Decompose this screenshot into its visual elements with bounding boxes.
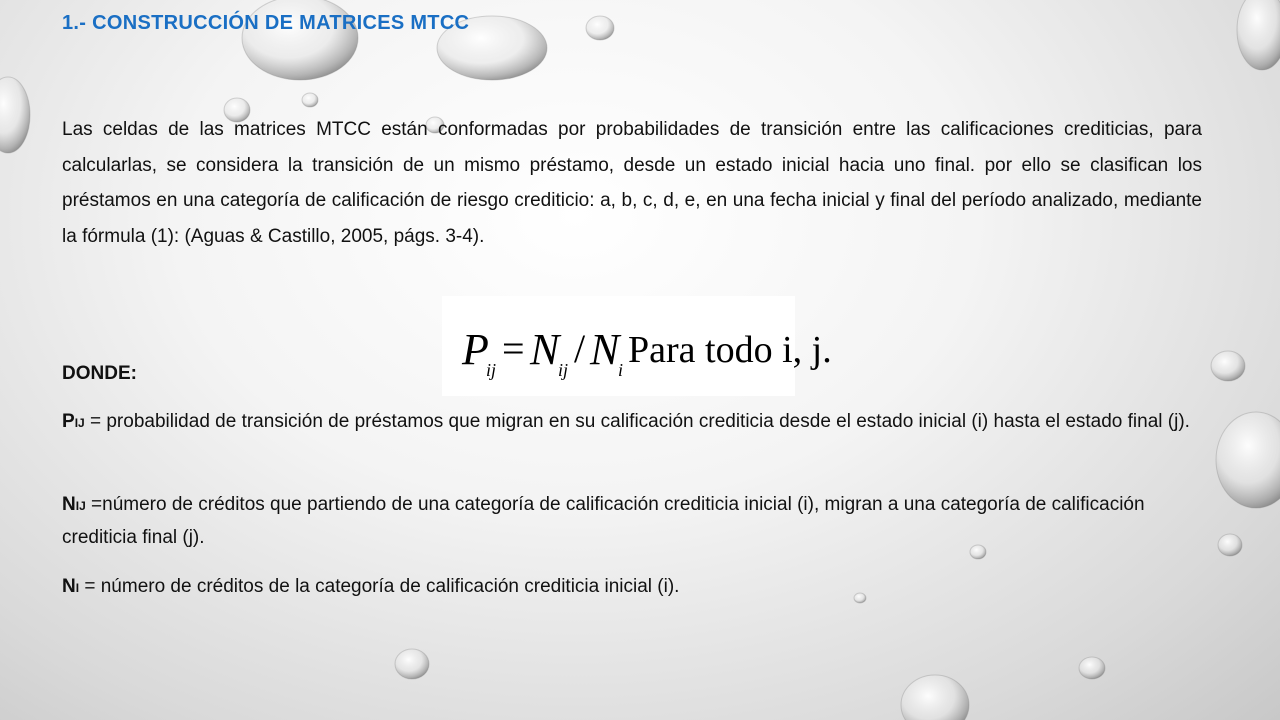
formula-n-num: N (530, 325, 560, 374)
donde-label: DONDE: (62, 363, 137, 384)
formula-p: P (462, 325, 489, 374)
definition-subscript: IJ (74, 416, 85, 430)
definition-symbol: N (62, 494, 76, 515)
definition-subscript: I (75, 581, 80, 595)
definition-pij (62, 406, 1202, 439)
formula-n-num-sub: ij (558, 360, 569, 380)
intro-paragraph: Las celdas de las matrices MTCC están conformadas por probabilidades de transición entre las calificaciones crediticias, para calcularlas, se considera la transición de un mismo préstamo, desde un estado inicial hacia uno final. por ello se clasifican los préstamos en una categoría de calificación de riesgo crediticio: a, b, c, d, e, en una fecha inicial y final del período analizado, mediante la fórmula (1): (Aguas & Castillo, 2005, págs. 3-4). (62, 119, 1202, 247)
definition-symbol: P (62, 411, 75, 432)
slide-title: 1.- CONSTRUCCIÓN DE MATRICES MTCC (62, 12, 470, 34)
definition-text: = número de créditos de la categoría de calificación crediticia inicial (i). (79, 576, 680, 597)
formula-n-den: N (590, 325, 620, 374)
definition-text: = probabilidad de transición de préstamos que migran en su calificación crediticia desde el estado inicial (i) hasta el estado final (j). (84, 411, 1190, 432)
formula-image (442, 296, 832, 396)
definition-symbol: N (62, 576, 76, 597)
definition-subscript: IJ (75, 499, 86, 513)
formula-suffix: Para todo i, j. (628, 329, 832, 371)
formula-p-sub: ij (486, 360, 497, 380)
definition-ni (62, 571, 1202, 604)
formula-n-den-sub: i (618, 360, 624, 380)
formula-equals: = (502, 326, 525, 371)
definition-nij (62, 489, 1202, 554)
formula-slash: / (574, 326, 586, 371)
definition-text: =número de créditos que partiendo de una categoría de calificación crediticia inicial (i), migran a una categoría de calificación crediticia final (j). (62, 494, 1145, 548)
